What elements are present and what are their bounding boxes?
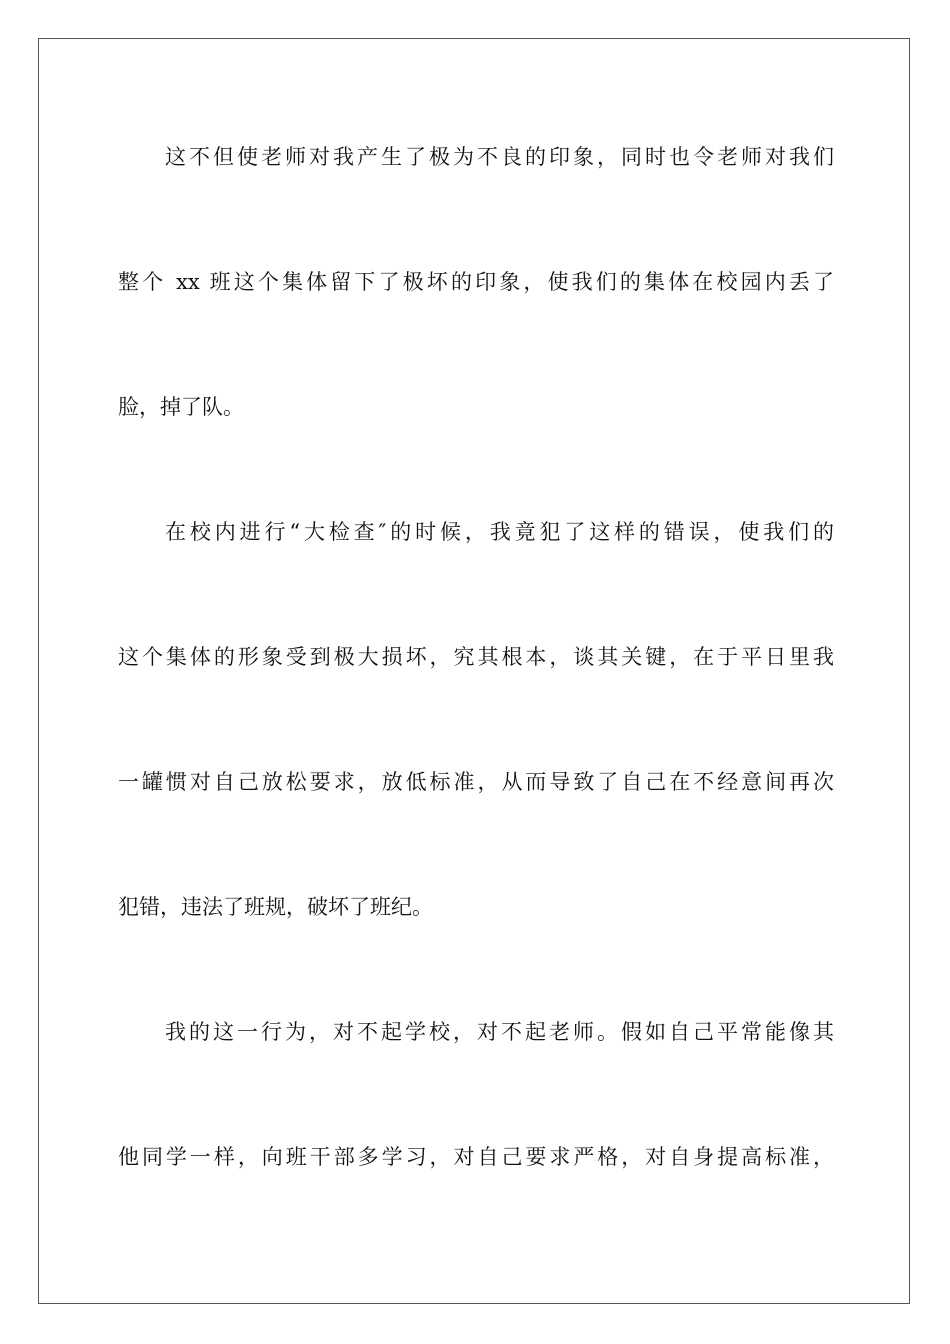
text-line: 整个 xx 班这个集体留下了极坏的印象，使我们的集体在校园内丢了 (118, 270, 834, 294)
blank-line (118, 314, 834, 377)
blank-line (118, 939, 834, 1002)
text-line: 我的这一行为，对不起学校，对不起老师。假如自己平常能像其 (165, 1020, 834, 1044)
document-body (118, 126, 834, 1189)
blank-line (118, 689, 834, 752)
text-line: 这不但使老师对我产生了极为不良的印象，同时也令老师对我们 (165, 145, 834, 169)
blank-line (118, 814, 834, 877)
blank-line (118, 439, 834, 502)
text-line: 一罐惯对自己放松要求，放低标准，从而导致了自己在不经意间再次 (118, 770, 834, 794)
blank-line (118, 189, 834, 252)
blank-line (118, 564, 834, 627)
text-line: 在校内进行“大检查″的时候，我竟犯了这样的错误，使我们的 (165, 520, 834, 544)
blank-line (118, 1064, 834, 1127)
text-line: 犯错，违法了班规，破坏了班纪。 (118, 895, 433, 919)
text-line: 这个集体的形象受到极大损坏，究其根本，谈其关键，在于平日里我 (118, 645, 834, 669)
text-line: 他同学一样，向班干部多学习，对自己要求严格，对自身提高标准， (118, 1145, 834, 1169)
text-line: 脸，掉了队。 (118, 395, 244, 419)
